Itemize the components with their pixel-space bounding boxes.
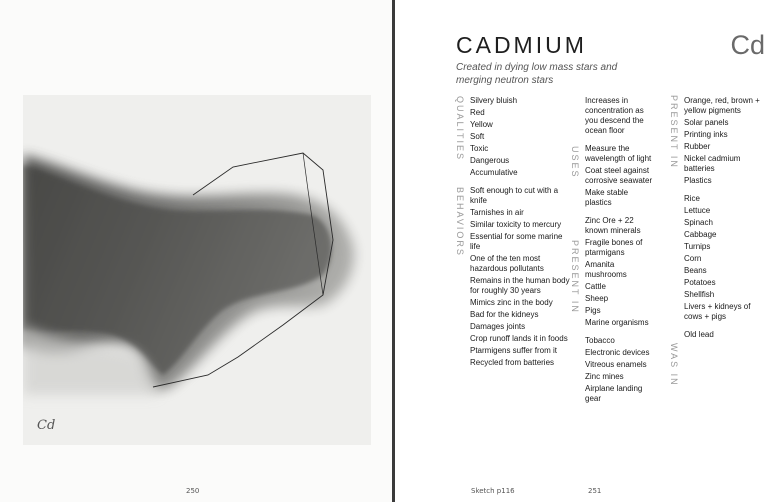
- present-in-item: Cattle: [585, 282, 606, 291]
- section-label-behaviors: BEHAVIORS: [455, 187, 465, 257]
- present-in-item: Spinach: [684, 218, 713, 227]
- use-item: Measure the wavelength of light: [585, 144, 652, 163]
- present-in-item: Fragile bones of ptarmigans: [585, 238, 643, 257]
- present-in-item: Electronic devices: [585, 348, 650, 357]
- quality-item: Soft: [470, 132, 485, 141]
- present-in-item: Sheep: [585, 294, 609, 303]
- right-page: [395, 0, 778, 502]
- quality-item: Dangerous: [470, 156, 510, 165]
- present-in-item: Lettuce: [684, 206, 711, 215]
- watercolor-illustration: [23, 95, 371, 445]
- behavior-item: Remains in the human body for roughly 30 years: [470, 276, 570, 295]
- present-in-item: Nickel cadmium batteries: [684, 154, 741, 173]
- column-right: [684, 96, 764, 342]
- element-title: CADMIUM: [456, 32, 587, 58]
- section-label-uses: USES: [570, 146, 580, 179]
- present-in-item: Solar panels: [684, 118, 729, 127]
- present-in-item: Tobacco: [585, 336, 615, 345]
- use-item: Coat steel against corrosive seawater: [585, 166, 653, 185]
- quality-item: Accumulative: [470, 168, 518, 177]
- present-in-item: Livers + kidneys of cows + pigs: [684, 302, 751, 321]
- present-in-item: Airplane landing gear: [585, 384, 643, 403]
- element-subtitle: Created in dying low mass stars and merging neutron stars: [456, 62, 618, 86]
- behavior-item: One of the ten most hazardous pollutants: [470, 254, 544, 273]
- present-in-item: Plastics: [684, 176, 712, 185]
- present-in-item: Beans: [684, 266, 707, 275]
- artist-signature: Cd: [37, 418, 56, 433]
- column-left: [470, 96, 570, 370]
- qualities-list: [470, 96, 570, 178]
- was-in-item: Old lead: [684, 330, 714, 339]
- present-in-list-2: [684, 96, 764, 186]
- behaviors-list: [470, 186, 570, 368]
- quality-item: Silvery bluish: [470, 96, 518, 105]
- watercolor-painting: [23, 95, 371, 445]
- present-in-item: Marine organisms: [585, 318, 649, 327]
- behaviors-continued-list: [585, 96, 657, 136]
- behavior-item: Ptarmigens suffer from it: [470, 346, 557, 355]
- behavior-item: Similar toxicity to mercury: [470, 220, 562, 229]
- behavior-item: Essential for some marine life: [470, 232, 563, 251]
- present-in-item: Zinc Ore + 22 known minerals: [585, 216, 641, 235]
- present-in-item: Printing inks: [684, 130, 728, 139]
- page-number-right: 251: [588, 487, 602, 495]
- page-number-left: 250: [186, 487, 200, 495]
- present-in-item: Corn: [684, 254, 702, 263]
- present-in-item: Rice: [684, 194, 701, 203]
- behavior-item: Bad for the kidneys: [470, 310, 539, 319]
- section-label-was-in: WAS IN: [669, 343, 679, 387]
- behavior-item: Recycled from batteries: [470, 358, 555, 367]
- element-symbol: Cd: [730, 30, 765, 60]
- behavior-item: Crop runoff lands it in foods: [470, 334, 568, 343]
- was-in-list: [684, 330, 764, 340]
- quality-item: Yellow: [470, 120, 493, 129]
- use-item: Make stable plastics: [585, 188, 629, 207]
- uses-list: [585, 144, 657, 208]
- behavior-item: Damages joints: [470, 322, 526, 331]
- behavior-item: Increases in concentration as you descend the ocean floor: [585, 96, 644, 135]
- present-in-item: Orange, red, brown + yellow pigments: [684, 96, 760, 115]
- behavior-item: Mimics zinc in the body: [470, 298, 553, 307]
- sketch-reference: Sketch p116: [471, 487, 515, 495]
- section-label-qualities: QUALITIES: [455, 96, 465, 162]
- present-in-item: Shellfish: [684, 290, 715, 299]
- present-in-item: Pigs: [585, 306, 601, 315]
- quality-item: Red: [470, 108, 485, 117]
- column-middle: [585, 96, 657, 406]
- present-in-item: Rubber: [684, 142, 711, 151]
- present-in-list: [585, 216, 657, 328]
- present-in-item: Zinc mines: [585, 372, 624, 381]
- present-in-item: Amanita mushrooms: [585, 260, 627, 279]
- present-in-item: Turnips: [684, 242, 711, 251]
- section-label-present-in-2: PRESENT IN: [669, 95, 679, 169]
- present-in-item: Vitreous enamels: [585, 360, 647, 369]
- present-in-item: Potatoes: [684, 278, 716, 287]
- present-in-item: Cabbage: [684, 230, 717, 239]
- behavior-item: Tarnishes in air: [470, 208, 524, 217]
- present-in-list-b: [585, 336, 657, 404]
- present-in-list-2b: [684, 194, 764, 322]
- behavior-item: Soft enough to cut with a knife: [470, 186, 559, 205]
- section-label-present-in: PRESENT IN: [570, 240, 580, 314]
- quality-item: Toxic: [470, 144, 489, 153]
